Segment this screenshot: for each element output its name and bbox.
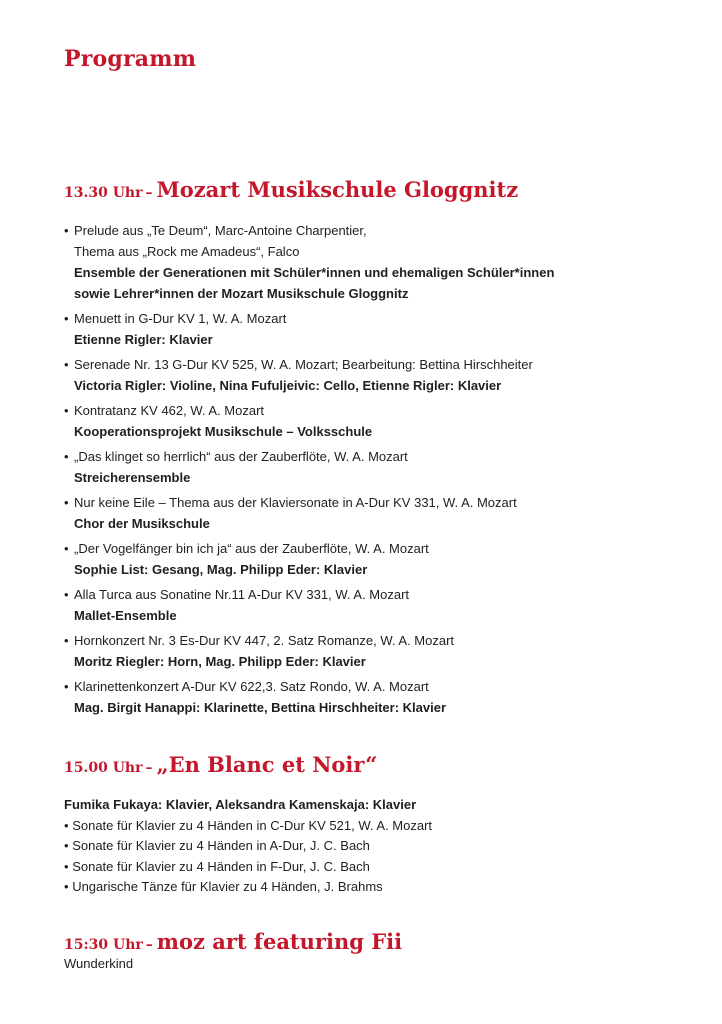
section-title: moz art featuring Fii — [156, 929, 403, 954]
section-dash: – — [145, 185, 153, 201]
bullet-icon: • — [64, 838, 69, 853]
program-item — [64, 492, 664, 534]
performers: Victoria Rigler: Violine, Nina Fufuljeivic: Cello, Etienne Rigler: Klavier — [74, 378, 502, 393]
program-item — [64, 400, 664, 442]
piece-title: Ungarische Tänze für Klavier zu 4 Händen, J. Brahms — [72, 879, 383, 894]
piece-title: „Der Vogelfänger bin ich ja“ aus der Zauberflöte, W. A. Mozart — [74, 541, 429, 556]
performers: Chor der Musikschule — [74, 516, 210, 531]
piece-title: Sonate für Klavier zu 4 Händen in A-Dur, J. C. Bach — [72, 838, 370, 853]
performers: Moritz Riegler: Horn, Mag. Philipp Eder: Klavier — [74, 654, 366, 669]
section-subtitle: Wunderkind — [64, 956, 134, 971]
section-time: 15:30 Uhr — [64, 937, 143, 953]
program-item — [64, 857, 432, 878]
bullet-icon: • — [64, 223, 69, 238]
bullet-icon: • — [64, 357, 69, 372]
program-item — [64, 446, 664, 488]
piece-title: Serenade Nr. 13 G-Dur KV 525, W. A. Mozart; Bearbeitung: Bettina Hirschheiter — [74, 357, 533, 372]
bullet-icon: • — [64, 449, 69, 464]
section-title: Mozart Musikschule Gloggnitz — [156, 177, 519, 202]
bullet-icon: • — [64, 817, 69, 833]
bullet-icon: • — [64, 403, 69, 418]
program-item — [64, 816, 432, 837]
bullet-icon: • — [64, 679, 69, 694]
program-item — [64, 584, 664, 626]
piece-title: Prelude aus „Te Deum“, Marc-Antoine Charpentier, — [74, 223, 367, 238]
section-performers: Fumika Fukaya: Klavier, Aleksandra Kamenskaja: Klavier — [64, 797, 417, 812]
piece-title: Hornkonzert Nr. 3 Es-Dur KV 447, 2. Satz Romanze, W. A. Mozart — [74, 633, 455, 648]
bullet-icon: • — [64, 541, 69, 556]
program-item — [64, 877, 432, 898]
program-item — [64, 220, 664, 304]
bullet-icon: • — [64, 633, 69, 648]
section-time: 15.00 Uhr — [64, 760, 143, 776]
performers: sowie Lehrer*innen der Mozart Musikschule Gloggnitz — [74, 286, 409, 301]
page-title: Programm — [64, 46, 197, 72]
section-time: 13.30 Uhr — [64, 185, 143, 201]
bullet-icon: • — [64, 587, 69, 602]
program-item — [64, 308, 664, 350]
piece-title: Nur keine Eile – Thema aus der Klaviersonate in A-Dur KV 331, W. A. Mozart — [74, 495, 517, 510]
section-heading-2 — [64, 749, 377, 778]
section-heading-1 — [64, 174, 518, 203]
program-item — [64, 538, 664, 580]
program-block-2 — [64, 795, 432, 898]
program-item — [64, 354, 664, 396]
section-dash: – — [145, 760, 153, 776]
program-item — [64, 836, 432, 857]
program-list-1 — [64, 220, 664, 722]
bullet-icon: • — [64, 879, 69, 894]
bullet-icon: • — [64, 495, 69, 510]
performers: Sophie List: Gesang, Mag. Philipp Eder: Klavier — [74, 562, 368, 577]
section-dash: – — [145, 937, 153, 953]
section-heading-3 — [64, 926, 402, 955]
piece-title: Sonate für Klavier zu 4 Händen in C-Dur KV 521, W. A. Mozart — [72, 817, 433, 833]
program-item — [64, 676, 664, 718]
piece-title: Menuett in G-Dur KV 1, W. A. Mozart — [74, 311, 287, 326]
performers: Kooperationsprojekt Musikschule – Volksschule — [74, 424, 373, 439]
piece-title: Sonate für Klavier zu 4 Händen in F-Dur, J. C. Bach — [72, 858, 370, 874]
piece-title: Alla Turca aus Sonatine Nr.11 A-Dur KV 331, W. A. Mozart — [74, 587, 410, 602]
piece-title: „Das klinget so herrlich“ aus der Zauberflöte, W. A. Mozart — [74, 449, 408, 464]
bullet-icon: • — [64, 311, 69, 326]
performers: Streicherensemble — [74, 470, 191, 485]
performers: Mag. Birgit Hanappi: Klarinette, Bettina Hirschheiter: Klavier — [74, 700, 447, 715]
performers: Mallet-Ensemble — [74, 608, 177, 623]
section-title: „En Blanc et Noir“ — [156, 752, 378, 777]
program-list-2 — [64, 816, 432, 898]
program-item — [64, 630, 664, 672]
performers: Etienne Rigler: Klavier — [74, 332, 213, 347]
piece-title: Kontratanz KV 462, W. A. Mozart — [74, 403, 265, 418]
piece-title: Klarinettenkonzert A-Dur KV 622,3. Satz Rondo, W. A. Mozart — [74, 679, 429, 694]
bullet-icon: • — [64, 858, 69, 874]
performers: Ensemble der Generationen mit Schüler*innen und ehemaligen Schüler*innen — [74, 265, 555, 280]
piece-title: Thema aus „Rock me Amadeus“, Falco — [74, 244, 300, 259]
